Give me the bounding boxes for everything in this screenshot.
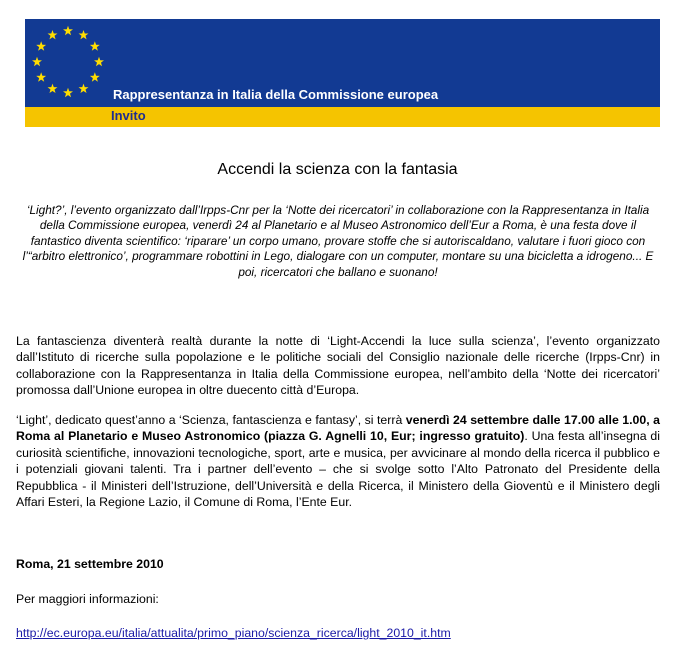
- star-icon: [36, 41, 46, 50]
- paragraph-2-start: ‘Light’, dedicato quest’anno a ‘Scienza, fantascienza e fantasy’, si terrà: [16, 413, 406, 427]
- info-link[interactable]: http://ec.europa.eu/italia/attualita/primo_piano/scienza_ricerca/light_2010_it.htm: [16, 626, 451, 640]
- star-icon: [90, 41, 100, 50]
- body-paragraph-1: La fantascienza diventerà realtà durante la notte di ‘Light-Accendi la luce sulla scienza’, l’evento organizzato dall’Istituto di ricerche sulla popolazione e le politiche sociali del Consiglio nazionale delle ricerche (Irpps-Cnr) in collaborazione con la Rappresentanza in Italia della Commissione europea, nell’ambito della ‘Notte dei ricercatori’ promossa dall’Unione europea in oltre duecento città d’Europa.: [16, 334, 660, 398]
- star-icon: [48, 84, 58, 93]
- dateline: Roma, 21 settembre 2010: [16, 557, 164, 571]
- more-info-label: Per maggiori informazioni:: [16, 592, 159, 606]
- eu-stars-icon: [25, 19, 111, 105]
- star-icon: [63, 26, 73, 35]
- paragraph-2-end: . Una festa all’insegna di curiosità scientifiche, innovazioni tecnologiche, sport, arte e musica, per avvicinare al mondo della ricerca il pubblico e i potenziali giovani talenti. Tra i partner dell’evento – che si svolge sotto l’Alto Patronato del Presidente della Repubblica - il Ministeri dell’Istruzione, dell’Università e della Ricerca, il Ministero della Gioventù e il Ministero degli Affari Esteri, la Regione Lazio, il Comune di Roma, l’Ente Eur.: [16, 429, 660, 510]
- body-paragraph-2: [16, 412, 660, 510]
- star-icon: [90, 72, 100, 81]
- organization-name: Rappresentanza in Italia della Commissione europea: [113, 87, 439, 102]
- star-icon: [63, 88, 73, 97]
- star-icon: [94, 57, 104, 66]
- header-strip: [25, 107, 660, 127]
- document-title: Accendi la scienza con la fantasia: [217, 161, 458, 178]
- star-icon: [79, 84, 89, 93]
- intro-paragraph: ‘Light?’, l’evento organizzato dall’Irpps-Cnr per la ‘Notte dei ricercatori’ in collaborazione con la Rappresentanza in Italia della Commissione europea, venerdì 24 al Planetario e al Museo Astronomico dell’Eur a Roma, è una festa dove il fantastico diventa scientifico: ‘riparare’ un corpo umano, provare stoffe che si autoriscaldano, valutare i fuori gioco con l’“arbitro elettronico’, programmare robottini in Lego, dialogare con un computer, montare su una bicicletta a idrogeno... E poi, ricercatori che ballano e suonano!: [22, 203, 654, 279]
- star-icon: [32, 57, 42, 66]
- star-icon: [36, 72, 46, 81]
- star-icon: [79, 30, 89, 39]
- invitation-label: Invito: [111, 108, 146, 123]
- star-icon: [48, 30, 58, 39]
- event-details: venerdì 24 settembre dalle 17.00 alle 1.00, a Roma al Planetario e Museo Astronomico (piazza G. Agnelli 10, Eur; ingresso gratuito): [16, 413, 660, 444]
